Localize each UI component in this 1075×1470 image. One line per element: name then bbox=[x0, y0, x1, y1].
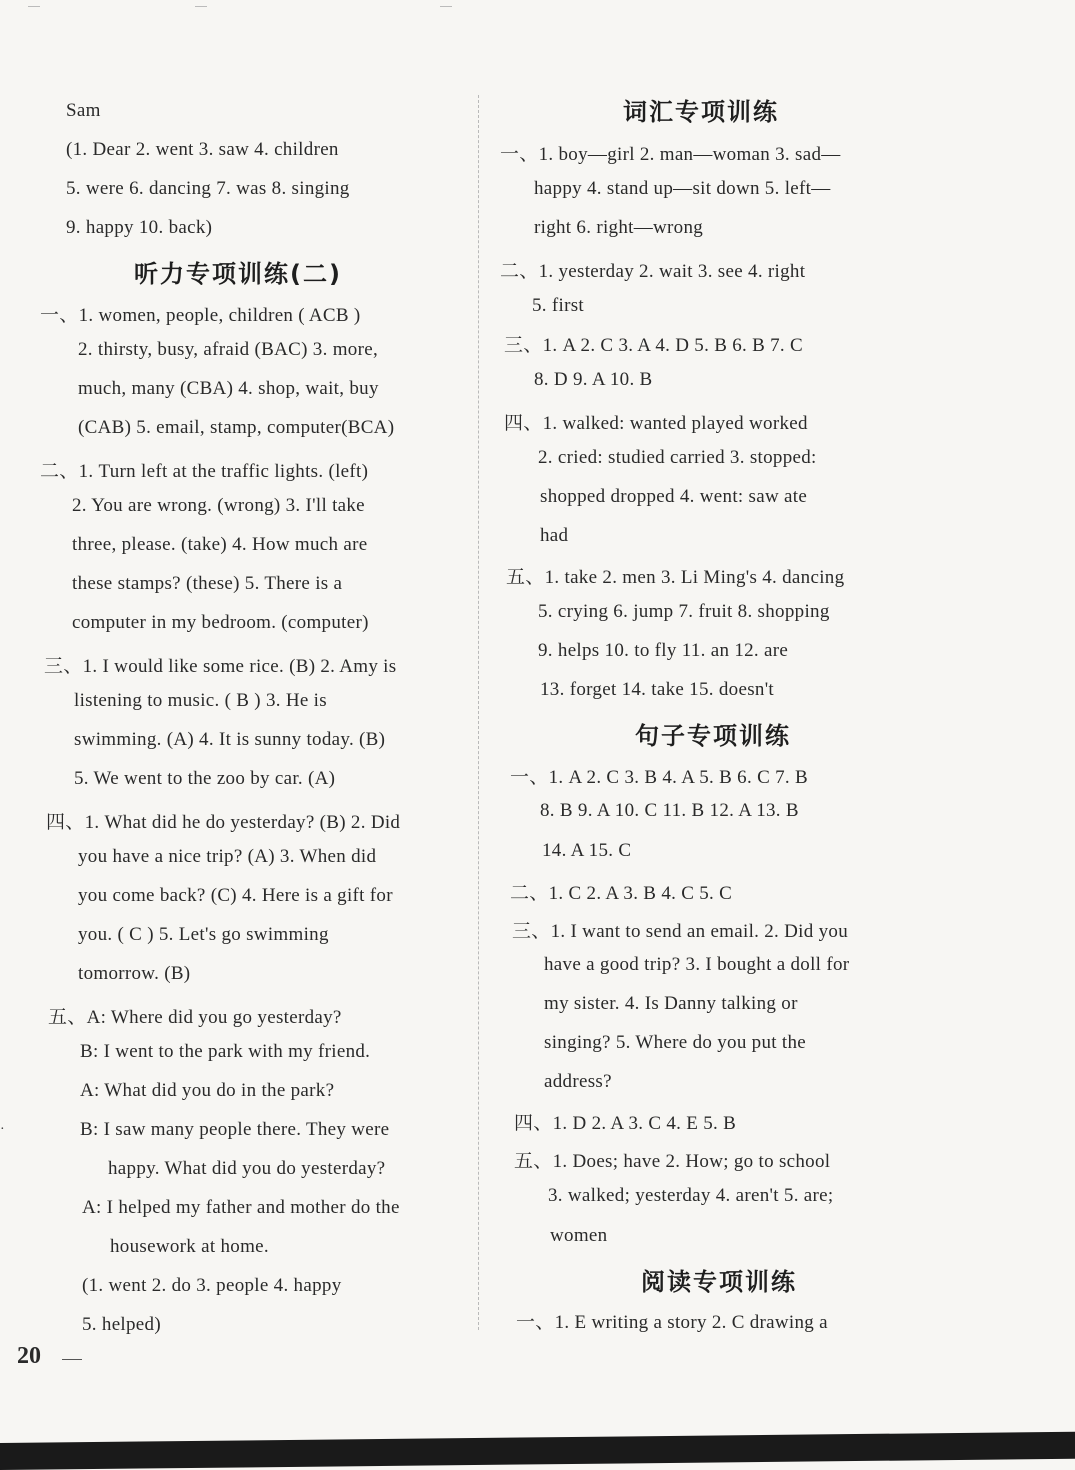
answer-line: you. ( C ) 5. Let's go swimming bbox=[78, 924, 329, 945]
answer-line: had bbox=[540, 525, 569, 546]
answer-line: A: What did you do in the park? bbox=[80, 1080, 335, 1101]
answer-line: 5. first bbox=[532, 295, 585, 316]
answer-line: these stamps? (these) 5. There is a bbox=[72, 573, 343, 594]
answer-line: 一、1. E writing a story 2. C drawing a bbox=[516, 1312, 828, 1333]
answer-line: tomorrow. (B) bbox=[78, 963, 191, 984]
answer-line: A: I helped my father and mother do the bbox=[82, 1197, 400, 1218]
answer-line: 2. thirsty, busy, afraid (BAC) 3. more, bbox=[78, 339, 378, 360]
answer-line: 四、1. D 2. A 3. C 4. E 5. B bbox=[514, 1113, 737, 1134]
answer-line: 三、1. I want to send an email. 2. Did you bbox=[512, 921, 849, 942]
answer-line: 五、1. Does; have 2. How; go to school bbox=[514, 1151, 831, 1172]
answer-line: 3. walked; yesterday 4. aren't 5. are; bbox=[548, 1185, 834, 1206]
section-heading-sentence: 句子专项训练 bbox=[635, 722, 791, 750]
top-crop-marks bbox=[0, 6, 1075, 10]
page-number: 20 bbox=[17, 1343, 41, 1369]
answer-line: happy. What did you do yesterday? bbox=[108, 1158, 386, 1179]
section-heading-reading: 阅读专项训练 bbox=[641, 1268, 797, 1296]
answer-line: (1. went 2. do 3. people 4. happy bbox=[82, 1275, 342, 1296]
answer-line: housework at home. bbox=[110, 1236, 269, 1257]
answer-line: women bbox=[550, 1225, 608, 1246]
answer-line: computer in my bedroom. (computer) bbox=[72, 612, 369, 633]
answer-line: swimming. (A) 4. It is sunny today. (B) bbox=[74, 729, 386, 750]
answer-line: 9. helps 10. to fly 11. an 12. are bbox=[538, 640, 789, 661]
answer-line: 5. helped) bbox=[82, 1314, 161, 1335]
answer-line: have a good trip? 3. I bought a doll for bbox=[544, 954, 850, 975]
answer-line: three, please. (take) 4. How much are bbox=[72, 534, 368, 555]
answer-line: 8. D 9. A 10. B bbox=[534, 369, 653, 390]
page-bottom-edge bbox=[0, 1432, 1075, 1470]
answer-line: 一、1. A 2. C 3. B 4. A 5. B 6. C 7. B bbox=[510, 767, 808, 788]
crop-mark bbox=[28, 6, 40, 7]
answer-line: listening to music. ( B ) 3. He is bbox=[74, 690, 327, 711]
answer-line: 四、1. walked: wanted played worked bbox=[504, 413, 808, 434]
answer-line: (CAB) 5. email, stamp, computer(BCA) bbox=[78, 417, 395, 438]
answer-line: 13. forget 14. take 15. doesn't bbox=[540, 679, 774, 700]
answer-line: 五、1. take 2. men 3. Li Ming's 4. dancing bbox=[506, 567, 845, 588]
section-heading-vocabulary: 词汇专项训练 bbox=[623, 98, 779, 126]
answer-line: 一、1. women, people, children ( ACB ) bbox=[40, 305, 361, 326]
answer-line: 5. crying 6. jump 7. fruit 8. shopping bbox=[538, 601, 830, 622]
answer-line: Sam bbox=[66, 100, 101, 121]
section-heading-listening: 听力专项训练(二) bbox=[134, 260, 342, 288]
answer-line: you have a nice trip? (A) 3. When did bbox=[78, 846, 377, 867]
page-number-dash bbox=[62, 1359, 82, 1360]
answer-line: right 6. right—wrong bbox=[534, 217, 704, 238]
answer-line: you come back? (C) 4. Here is a gift for bbox=[78, 885, 393, 906]
answer-line: 五、A: Where did you go yesterday? bbox=[48, 1007, 342, 1028]
answer-line: much, many (CBA) 4. shop, wait, buy bbox=[78, 378, 379, 399]
crop-mark bbox=[440, 6, 452, 7]
answer-line: happy 4. stand up—sit down 5. left— bbox=[534, 178, 831, 199]
answer-line: 一、1. boy—girl 2. man—woman 3. sad— bbox=[500, 144, 841, 165]
answer-line: 8. B 9. A 10. C 11. B 12. A 13. B bbox=[540, 800, 799, 821]
answer-line: 三、1. A 2. C 3. A 4. D 5. B 6. B 7. C bbox=[504, 335, 804, 356]
answer-line: singing? 5. Where do you put the bbox=[544, 1032, 807, 1053]
margin-mark: · bbox=[0, 1122, 5, 1137]
answer-line: 二、1. Turn left at the traffic lights. (left) bbox=[40, 461, 369, 482]
answer-line: my sister. 4. Is Danny talking or bbox=[544, 993, 798, 1014]
answer-line: 二、1. yesterday 2. wait 3. see 4. right bbox=[500, 261, 806, 282]
answer-line: B: I saw many people there. They were bbox=[80, 1119, 390, 1140]
answer-line: (1. Dear 2. went 3. saw 4. children bbox=[66, 139, 339, 160]
crop-mark bbox=[195, 6, 207, 7]
column-divider bbox=[478, 95, 479, 1330]
answer-line: 四、1. What did he do yesterday? (B) 2. Did bbox=[46, 812, 401, 833]
answer-line: B: I went to the park with my friend. bbox=[80, 1041, 371, 1062]
answer-line: 5. were 6. dancing 7. was 8. singing bbox=[66, 178, 350, 199]
answer-line: 2. cried: studied carried 3. stopped: bbox=[538, 447, 817, 468]
answer-line: 9. happy 10. back) bbox=[66, 217, 213, 238]
answer-line: 二、1. C 2. A 3. B 4. C 5. C bbox=[510, 883, 733, 904]
answer-line: 三、1. I would like some rice. (B) 2. Amy is bbox=[44, 656, 397, 677]
answer-line: 14. A 15. C bbox=[542, 840, 632, 861]
answer-line: 5. We went to the zoo by car. (A) bbox=[74, 768, 336, 789]
answer-line: shopped dropped 4. went: saw ate bbox=[540, 486, 808, 507]
answer-line: address? bbox=[544, 1071, 612, 1092]
answer-line: 2. You are wrong. (wrong) 3. I'll take bbox=[72, 495, 365, 516]
